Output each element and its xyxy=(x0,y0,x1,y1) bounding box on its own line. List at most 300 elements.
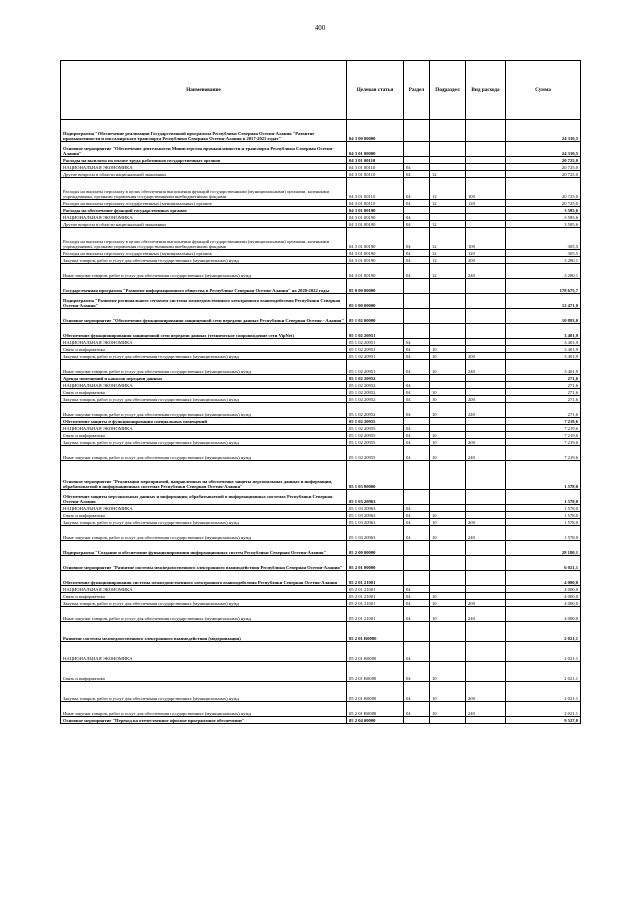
cell-name: Государственная программа "Развитие информационного общества в Республике Северная Осетия-Алания" на 2020-2022 годы xyxy=(61,279,347,294)
cell-code: 05 2 01 21001 xyxy=(347,571,404,586)
cell-section xyxy=(404,622,430,642)
cell-subsection: 10 xyxy=(430,439,466,446)
cell-name: НАЦИОНАЛЬНАЯ ЭКОНОМИКА xyxy=(61,505,347,512)
header-name: Наименование xyxy=(61,61,347,120)
table-row xyxy=(61,250,581,257)
cell-sum: 4 000,0 xyxy=(506,600,581,607)
cell-section: 04 xyxy=(404,403,430,418)
cell-code: 05 2 01 00000 xyxy=(347,556,404,571)
table-row xyxy=(61,642,581,662)
cell-code: 05 1 02 20955 xyxy=(347,425,404,432)
cell-name: НАЦИОНАЛЬНАЯ ЭКОНОМИКА xyxy=(61,382,347,389)
cell-type: 200 xyxy=(466,600,506,607)
table-row xyxy=(61,418,581,425)
cell-code: 05 1 02 20951 xyxy=(347,360,404,375)
cell-section xyxy=(404,120,430,142)
cell-subsection: 12 xyxy=(430,200,466,207)
cell-code: 05 2 01 R0080 xyxy=(347,682,404,702)
cell-name: Аренда помещений и каналов передачи данных xyxy=(61,375,347,382)
cell-code: 04 3 01 00110 xyxy=(347,157,404,164)
cell-subsection: 10 xyxy=(430,600,466,607)
cell-section: 04 xyxy=(404,346,430,353)
cell-name: НАЦИОНАЛЬНАЯ ЭКОНОМИКА xyxy=(61,586,347,593)
cell-subsection xyxy=(430,309,466,324)
table-row xyxy=(61,593,581,600)
cell-code: 05 1 02 20952 xyxy=(347,396,404,403)
cell-name: НАЦИОНАЛЬНАЯ ЭКОНОМИКА xyxy=(61,339,347,346)
table-row xyxy=(61,607,581,622)
cell-sum: 3 585,6 xyxy=(506,221,581,228)
cell-name: Иные закупки товаров, работ и услуг для обеспечения государственных (муниципальных) нужд xyxy=(61,264,347,279)
cell-sum: 9 527,0 xyxy=(506,717,581,724)
cell-sum: 6 021,1 xyxy=(506,556,581,571)
cell-type: 240 xyxy=(466,607,506,622)
cell-subsection xyxy=(430,541,466,556)
cell-section: 04 xyxy=(404,221,430,228)
cell-section xyxy=(404,461,430,490)
table-row xyxy=(61,600,581,607)
cell-section: 04 xyxy=(404,178,430,200)
cell-name: Основное мероприятие "Развитие системы межведомственного электронного взаимодействия Республики Северная Осетия-Алания" xyxy=(61,556,347,571)
cell-section: 04 xyxy=(404,600,430,607)
cell-code: 05 2 01 R0080 xyxy=(347,622,404,642)
cell-name: Закупка товаров, работ и услуг для обеспечения государственных (муниципальных) нужд xyxy=(61,519,347,526)
cell-type: 200 xyxy=(466,519,506,526)
cell-section xyxy=(404,418,430,425)
cell-name: НАЦИОНАЛЬНАЯ ЭКОНОМИКА xyxy=(61,214,347,221)
table-row xyxy=(61,439,581,446)
cell-section: 04 xyxy=(404,250,430,257)
cell-type: 200 xyxy=(466,439,506,446)
cell-sum: 305,5 xyxy=(506,228,581,250)
table-row xyxy=(61,432,581,439)
table-row xyxy=(61,425,581,432)
cell-type xyxy=(466,375,506,382)
cell-type: 120 xyxy=(466,200,506,207)
header-section: Раздел xyxy=(404,61,430,120)
cell-type: 200 xyxy=(466,353,506,360)
cell-section xyxy=(404,324,430,339)
header-sum: Сумма xyxy=(506,61,581,120)
cell-type xyxy=(466,541,506,556)
cell-code: 05 1 02 20952 xyxy=(347,403,404,418)
table-row xyxy=(61,702,581,717)
cell-section xyxy=(404,207,430,214)
cell-code: 04 3 01 00000 xyxy=(347,142,404,157)
cell-type xyxy=(466,120,506,142)
cell-subsection: 12 xyxy=(430,228,466,250)
cell-name: Расходы на выплаты персоналу в целях обеспечения выполнения функций государственными (муниципальными) органами, казенными учреждениями, органами управления государственными внебюджетными фондами xyxy=(61,228,347,250)
table-row xyxy=(61,490,581,505)
cell-section: 04 xyxy=(404,257,430,264)
cell-section: 04 xyxy=(404,425,430,432)
cell-sum: 3 401,9 xyxy=(506,353,581,360)
cell-sum: 28 180,1 xyxy=(506,541,581,556)
cell-type xyxy=(466,294,506,309)
table-row xyxy=(61,353,581,360)
cell-code: 04 3 01 00110 xyxy=(347,171,404,178)
table-row xyxy=(61,207,581,214)
cell-subsection: 12 xyxy=(430,171,466,178)
table-row xyxy=(61,339,581,346)
cell-type: 200 xyxy=(466,396,506,403)
table-row xyxy=(61,142,581,157)
cell-subsection: 10 xyxy=(430,432,466,439)
cell-sum: 2 021,1 xyxy=(506,642,581,662)
cell-subsection xyxy=(430,571,466,586)
table-row xyxy=(61,461,581,490)
cell-code: 05 2 01 R0080 xyxy=(347,662,404,682)
cell-sum: 1 578,0 xyxy=(506,490,581,505)
cell-subsection xyxy=(430,418,466,425)
cell-section xyxy=(404,375,430,382)
cell-type xyxy=(466,157,506,164)
cell-section: 04 xyxy=(404,446,430,461)
cell-name: НАЦИОНАЛЬНАЯ ЭКОНОМИКА xyxy=(61,425,347,432)
table-row xyxy=(61,446,581,461)
cell-type xyxy=(466,171,506,178)
cell-type: 240 xyxy=(466,446,506,461)
cell-name: НАЦИОНАЛЬНАЯ ЭКОНОМИКА xyxy=(61,164,347,171)
cell-sum: 12 471,0 xyxy=(506,294,581,309)
cell-section: 04 xyxy=(404,164,430,171)
cell-subsection xyxy=(430,505,466,512)
cell-name: Расходы на выплаты персоналу государственных (муниципальных) органов xyxy=(61,200,347,207)
cell-code: 05 1 00 00000 xyxy=(347,294,404,309)
table-row xyxy=(61,541,581,556)
cell-name: Расходы на выплаты персоналу в целях обеспечения выполнения функций государственными (муниципальными) органами, казенными учреждениями, органами управления государственными внебюджетными фондами xyxy=(61,178,347,200)
table-row xyxy=(61,257,581,264)
cell-subsection xyxy=(430,586,466,593)
cell-subsection xyxy=(430,642,466,662)
cell-type: 240 xyxy=(466,403,506,418)
cell-sum: 24 310,5 xyxy=(506,120,581,142)
header-type: Вид расхода xyxy=(466,61,506,120)
cell-sum: 7 219,6 xyxy=(506,439,581,446)
cell-section: 04 xyxy=(404,682,430,702)
cell-name: Иные закупки товаров, работ и услуг для обеспечения государственных (муниципальных) нужд xyxy=(61,446,347,461)
table-row xyxy=(61,717,581,724)
cell-type xyxy=(466,279,506,294)
cell-name: Обеспечение защиты и функционирования специальных помещений xyxy=(61,418,347,425)
cell-sum: 3 280,1 xyxy=(506,257,581,264)
cell-subsection: 10 xyxy=(430,346,466,353)
cell-section: 04 xyxy=(404,642,430,662)
cell-sum: 1 578,0 xyxy=(506,512,581,519)
cell-subsection: 10 xyxy=(430,389,466,396)
cell-type xyxy=(466,432,506,439)
cell-sum: 7 219,6 xyxy=(506,446,581,461)
cell-type xyxy=(466,346,506,353)
cell-sum: 1 578,0 xyxy=(506,519,581,526)
cell-subsection: 12 xyxy=(430,257,466,264)
cell-sum: 2 021,1 xyxy=(506,702,581,717)
cell-subsection xyxy=(430,294,466,309)
cell-type xyxy=(466,214,506,221)
cell-section xyxy=(404,294,430,309)
cell-section: 04 xyxy=(404,353,430,360)
cell-code: 05 1 02 20951 xyxy=(347,353,404,360)
cell-type xyxy=(466,662,506,682)
cell-section: 04 xyxy=(404,586,430,593)
cell-name: Связь и информатика xyxy=(61,662,347,682)
cell-code: 05 1 03 00000 xyxy=(347,461,404,490)
cell-code: 05 1 02 20952 xyxy=(347,389,404,396)
cell-section: 04 xyxy=(404,432,430,439)
cell-code: 05 1 02 20955 xyxy=(347,446,404,461)
table-row xyxy=(61,556,581,571)
cell-sum: 7 219,6 xyxy=(506,425,581,432)
cell-sum: 3 401,9 xyxy=(506,346,581,353)
cell-subsection xyxy=(430,375,466,382)
cell-name: Развитие системы межведомственного электронного взаимодействия (модернизация) xyxy=(61,622,347,642)
budget-table xyxy=(60,60,581,724)
cell-name: Иные закупки товаров, работ и услуг для обеспечения государственных (муниципальных) нужд xyxy=(61,526,347,541)
cell-section: 04 xyxy=(404,439,430,446)
cell-section: 04 xyxy=(404,519,430,526)
cell-sum: 20 725,0 xyxy=(506,157,581,164)
cell-type: 100 xyxy=(466,228,506,250)
cell-section: 04 xyxy=(404,228,430,250)
cell-subsection xyxy=(430,339,466,346)
cell-name: Расходы на обеспечение функций государственных органов xyxy=(61,207,347,214)
cell-type xyxy=(466,490,506,505)
cell-code: 05 1 03 20963 xyxy=(347,526,404,541)
cell-type xyxy=(466,309,506,324)
cell-sum: 271,6 xyxy=(506,403,581,418)
table-row xyxy=(61,309,581,324)
cell-sum: 20 725,0 xyxy=(506,178,581,200)
cell-sum: 4 000,0 xyxy=(506,586,581,593)
cell-section: 04 xyxy=(404,171,430,178)
cell-subsection xyxy=(430,490,466,505)
cell-type: 120 xyxy=(466,250,506,257)
cell-sum: 7 219,6 xyxy=(506,432,581,439)
cell-name: Другие вопросы в области национальной экономики xyxy=(61,221,347,228)
cell-section: 04 xyxy=(404,662,430,682)
cell-section: 04 xyxy=(404,382,430,389)
cell-name: Иные закупки товаров, работ и услуг для обеспечения государственных (муниципальных) нужд xyxy=(61,403,347,418)
cell-code: 04 3 01 00190 xyxy=(347,207,404,214)
cell-section: 04 xyxy=(404,264,430,279)
cell-code: 05 1 03 20963 xyxy=(347,490,404,505)
cell-name: Связь и информатика xyxy=(61,432,347,439)
cell-sum: 3 401,9 xyxy=(506,339,581,346)
cell-section xyxy=(404,279,430,294)
table-row xyxy=(61,512,581,519)
cell-type: 200 xyxy=(466,257,506,264)
cell-code: 05 1 02 20951 xyxy=(347,324,404,339)
table-row xyxy=(61,682,581,702)
cell-section xyxy=(404,717,430,724)
cell-code: 05 2 01 21001 xyxy=(347,593,404,600)
cell-code: 04 3 01 00190 xyxy=(347,221,404,228)
cell-code: 04 3 01 00190 xyxy=(347,264,404,279)
cell-code: 05 1 02 20955 xyxy=(347,418,404,425)
cell-name: Связь и информатика xyxy=(61,512,347,519)
table-row xyxy=(61,389,581,396)
table-row xyxy=(61,526,581,541)
page-number: 400 xyxy=(314,24,326,32)
cell-name: Расходы на выплаты персоналу государственных (муниципальных) органов xyxy=(61,250,347,257)
cell-subsection: 10 xyxy=(430,593,466,600)
cell-code: 05 1 02 20951 xyxy=(347,346,404,353)
cell-name: Иные закупки товаров, работ и услуг для обеспечения государственных (муниципальных) нужд xyxy=(61,360,347,375)
cell-section xyxy=(404,556,430,571)
table-row xyxy=(61,264,581,279)
cell-subsection xyxy=(430,214,466,221)
cell-type: 240 xyxy=(466,264,506,279)
cell-sum: 2 021,1 xyxy=(506,682,581,702)
cell-subsection: 10 xyxy=(430,360,466,375)
cell-sum: 20 725,0 xyxy=(506,164,581,171)
cell-sum: 4 000,0 xyxy=(506,571,581,586)
table-row xyxy=(61,221,581,228)
table-row xyxy=(61,178,581,200)
cell-name: Обеспечение защиты персональных данных и информации, обрабатываемой в информационных системах Республики Северная Осетия-Алания xyxy=(61,490,347,505)
cell-subsection xyxy=(430,556,466,571)
cell-name: Расходы на выплаты по оплате труда работников государственных органов xyxy=(61,157,347,164)
cell-sum: 1 578,0 xyxy=(506,526,581,541)
cell-section: 04 xyxy=(404,702,430,717)
cell-type xyxy=(466,207,506,214)
cell-section: 04 xyxy=(404,505,430,512)
cell-sum: 305,5 xyxy=(506,250,581,257)
table-row xyxy=(61,586,581,593)
cell-code: 05 2 00 00000 xyxy=(347,541,404,556)
cell-subsection xyxy=(430,207,466,214)
table-row xyxy=(61,120,581,142)
cell-type: 240 xyxy=(466,702,506,717)
cell-section xyxy=(404,541,430,556)
cell-type xyxy=(466,717,506,724)
table-row xyxy=(61,164,581,171)
cell-type xyxy=(466,622,506,642)
cell-code: 05 1 02 20951 xyxy=(347,339,404,346)
cell-sum: 10 893,0 xyxy=(506,309,581,324)
cell-name: Обеспечение функционирования системы межведомственного электронного взаимодействия Республики Северная Осетия-Алания xyxy=(61,571,347,586)
cell-code: 05 1 03 20963 xyxy=(347,505,404,512)
cell-code: 05 2 01 R0080 xyxy=(347,642,404,662)
cell-type xyxy=(466,389,506,396)
cell-subsection: 10 xyxy=(430,512,466,519)
cell-type xyxy=(466,221,506,228)
table-row xyxy=(61,396,581,403)
cell-code: 05 1 02 20952 xyxy=(347,375,404,382)
cell-section: 04 xyxy=(404,526,430,541)
cell-name: Иные закупки товаров, работ и услуг для обеспечения государственных (муниципальных) нужд xyxy=(61,702,347,717)
cell-subsection: 10 xyxy=(430,403,466,418)
cell-type: 240 xyxy=(466,526,506,541)
cell-section: 04 xyxy=(404,607,430,622)
cell-section xyxy=(404,309,430,324)
cell-section xyxy=(404,142,430,157)
cell-code: 04 3 01 00190 xyxy=(347,214,404,221)
cell-name: Закупка товаров, работ и услуг для обеспечения государственных (муниципальных) нужд xyxy=(61,600,347,607)
cell-sum: 271,6 xyxy=(506,389,581,396)
table-row xyxy=(61,279,581,294)
cell-type xyxy=(466,571,506,586)
cell-sum: 24 310,5 xyxy=(506,142,581,157)
cell-section: 04 xyxy=(404,593,430,600)
cell-name: Закупка товаров, работ и услуг для обеспечения государственных (муниципальных) нужд xyxy=(61,396,347,403)
cell-section: 04 xyxy=(404,512,430,519)
cell-name: Связь и информатика xyxy=(61,593,347,600)
cell-sum: 3 401,9 xyxy=(506,360,581,375)
table-header-row xyxy=(61,61,581,120)
cell-name: Связь и информатика xyxy=(61,346,347,353)
cell-subsection xyxy=(430,425,466,432)
cell-subsection xyxy=(430,157,466,164)
cell-subsection: 10 xyxy=(430,446,466,461)
cell-subsection: 10 xyxy=(430,519,466,526)
cell-name: Закупка товаров, работ и услуг для обеспечения государственных (муниципальных) нужд xyxy=(61,682,347,702)
cell-type xyxy=(466,418,506,425)
cell-type: 100 xyxy=(466,178,506,200)
cell-subsection: 12 xyxy=(430,221,466,228)
cell-subsection xyxy=(430,142,466,157)
cell-code: 05 1 02 20952 xyxy=(347,382,404,389)
cell-subsection xyxy=(430,279,466,294)
cell-name: Связь и информатика xyxy=(61,389,347,396)
cell-type: 200 xyxy=(466,682,506,702)
table-row xyxy=(61,505,581,512)
cell-subsection: 10 xyxy=(430,702,466,717)
cell-type xyxy=(466,142,506,157)
cell-name: Закупка товаров, работ и услуг для обеспечения государственных (муниципальных) нужд xyxy=(61,353,347,360)
cell-section xyxy=(404,571,430,586)
cell-type xyxy=(466,425,506,432)
cell-section: 04 xyxy=(404,200,430,207)
cell-type xyxy=(466,324,506,339)
cell-sum: 4 000,0 xyxy=(506,607,581,622)
cell-sum: 4 000,0 xyxy=(506,593,581,600)
cell-type xyxy=(466,642,506,662)
cell-section: 04 xyxy=(404,396,430,403)
cell-sum: 2 021,1 xyxy=(506,622,581,642)
cell-code: 05 0 00 00000 xyxy=(347,279,404,294)
cell-name: Обеспечение функционирования защищенной сети передачи данных (техническое сопровождение сети VipNet) xyxy=(61,324,347,339)
cell-code: 05 1 02 20955 xyxy=(347,439,404,446)
cell-section xyxy=(404,157,430,164)
cell-subsection: 12 xyxy=(430,250,466,257)
cell-type: 240 xyxy=(466,360,506,375)
header-code: Целевая статья xyxy=(347,61,404,120)
cell-subsection xyxy=(430,622,466,642)
cell-name: Основное мероприятие "Обеспечение деятельности Министерства промышленности и транспорта Республики Северная Осетия-Алания" xyxy=(61,142,347,157)
cell-code: 05 1 02 00000 xyxy=(347,309,404,324)
table-row xyxy=(61,346,581,353)
table-row xyxy=(61,571,581,586)
cell-sum: 271,6 xyxy=(506,396,581,403)
cell-name: Закупка товаров, работ и услуг для обеспечения государственных (муниципальных) нужд xyxy=(61,257,347,264)
cell-type xyxy=(466,382,506,389)
cell-name: Основное мероприятие "Переход на отечественное офисное программное обеспечение" xyxy=(61,717,347,724)
cell-sum: 20 725,0 xyxy=(506,200,581,207)
cell-subsection: 12 xyxy=(430,264,466,279)
table-row xyxy=(61,403,581,418)
cell-subsection xyxy=(430,120,466,142)
cell-subsection xyxy=(430,717,466,724)
cell-subsection: 12 xyxy=(430,178,466,200)
cell-code: 04 3 01 00110 xyxy=(347,164,404,171)
table-row xyxy=(61,519,581,526)
cell-code: 04 3 00 00000 xyxy=(347,120,404,142)
cell-subsection: 10 xyxy=(430,396,466,403)
cell-sum: 20 725,0 xyxy=(506,171,581,178)
table-row xyxy=(61,324,581,339)
cell-sum: 3 585,6 xyxy=(506,214,581,221)
